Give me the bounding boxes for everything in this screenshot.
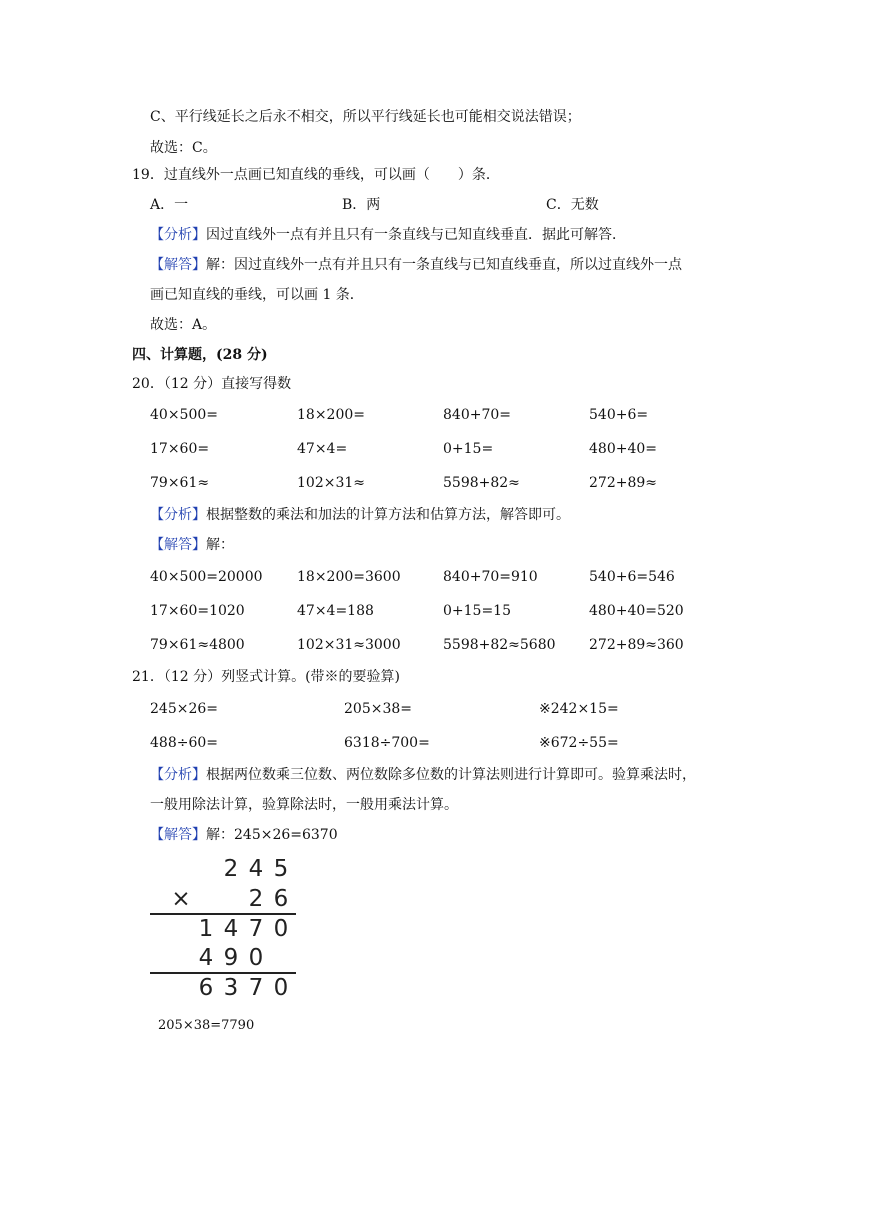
digit: 6 bbox=[198, 975, 214, 1001]
solution-19 bbox=[150, 255, 682, 275]
question-19: 19．过直线外一点画已知直线的垂线，可以画（ ）条． bbox=[132, 167, 500, 183]
divider-rule bbox=[150, 972, 296, 974]
digit: 3 bbox=[223, 975, 239, 1001]
q20-answer: 18×200=3600 bbox=[297, 569, 401, 585]
q20-answer: 0+15=15 bbox=[443, 603, 511, 619]
solution-text: 解：245×26=6370 bbox=[206, 827, 338, 843]
question-21: 21．（12 分）列竖式计算。(带※的要验算) bbox=[132, 669, 401, 685]
q20-problem: 79×61≈ bbox=[150, 475, 210, 491]
q20-answer: 40×500=20000 bbox=[150, 569, 263, 585]
digit: 0 bbox=[248, 945, 264, 971]
option-a: A．一 bbox=[150, 197, 189, 213]
digit: 2 bbox=[248, 886, 264, 912]
q20-problem: 840+70= bbox=[443, 407, 511, 423]
digit: 4 bbox=[223, 916, 239, 942]
q20-problem: 18×200= bbox=[297, 407, 365, 423]
q20-answer: 79×61≈4800 bbox=[150, 637, 245, 653]
digit: 9 bbox=[223, 945, 239, 971]
q20-answer: 840+70=910 bbox=[443, 569, 538, 585]
digit: 5 bbox=[273, 856, 289, 882]
analysis-text: 根据两位数乘三位数、两位数除多位数的计算法则进行计算即可。验算乘法时， bbox=[206, 767, 696, 783]
text-line: C、平行线延长之后永不相交，所以平行线延长也可能相交说法错误； bbox=[150, 109, 581, 125]
q20-answer: 47×4=188 bbox=[297, 603, 374, 619]
digit: 4 bbox=[198, 945, 214, 971]
solution-20 bbox=[150, 535, 234, 555]
analysis-19 bbox=[150, 225, 626, 245]
analysis-20 bbox=[150, 505, 570, 525]
digit: 1 bbox=[198, 916, 214, 942]
analysis-21-cont: 一般用除法计算，验算除法时，一般用乘法计算。 bbox=[150, 797, 458, 813]
option-b: B．两 bbox=[342, 197, 381, 213]
question-20: 20．（12 分）直接写得数 bbox=[132, 376, 292, 392]
divider-rule bbox=[150, 913, 296, 915]
q20-answer: 540+6=546 bbox=[589, 569, 675, 585]
q20-answer: 480+40=520 bbox=[589, 603, 684, 619]
digit: 0 bbox=[273, 916, 289, 942]
q20-problem: 102×31≈ bbox=[297, 475, 365, 491]
q20-problem: 40×500= bbox=[150, 407, 218, 423]
q21-problem: ※672÷55= bbox=[539, 735, 619, 751]
section-heading: 四、计算题，(28 分) bbox=[132, 347, 268, 363]
analysis-tag: 【分析】 bbox=[150, 227, 206, 243]
digit: 7 bbox=[248, 975, 264, 1001]
analysis-tag: 【分析】 bbox=[150, 507, 206, 523]
q20-problem: 272+89≈ bbox=[589, 475, 657, 491]
digit: 7 bbox=[248, 916, 264, 942]
analysis-21 bbox=[150, 765, 696, 785]
next-calculation: 205×38=7790 bbox=[158, 1018, 255, 1033]
digit: 6 bbox=[273, 886, 289, 912]
solution-tag: 【解答】 bbox=[150, 537, 206, 553]
q20-answer: 102×31≈3000 bbox=[297, 637, 401, 653]
solution-tag: 【解答】 bbox=[150, 257, 206, 273]
q21-problem: 205×38= bbox=[344, 701, 412, 717]
digit: 0 bbox=[273, 975, 289, 1001]
digit: 4 bbox=[248, 856, 264, 882]
answer-line: 故选：C。 bbox=[150, 140, 217, 156]
q21-problem: ※242×15= bbox=[539, 701, 619, 717]
option-c: C．无数 bbox=[546, 197, 599, 213]
q20-problem: 480+40= bbox=[589, 441, 657, 457]
solution-text: 解： bbox=[206, 537, 234, 553]
q20-answer: 17×60=1020 bbox=[150, 603, 245, 619]
q20-answer: 272+89≈360 bbox=[589, 637, 684, 653]
solution-19-cont: 画已知直线的垂线，可以画 1 条． bbox=[150, 287, 364, 303]
q21-problem: 245×26= bbox=[150, 701, 218, 717]
q20-problem: 0+15= bbox=[443, 441, 494, 457]
q21-problem: 488÷60= bbox=[150, 735, 218, 751]
digit: 2 bbox=[223, 856, 239, 882]
analysis-tag: 【分析】 bbox=[150, 767, 206, 783]
answer-19: 故选：A。 bbox=[150, 317, 217, 333]
q20-answer: 5598+82≈5680 bbox=[443, 637, 556, 653]
times-sign: × bbox=[171, 886, 191, 912]
solution-text: 解：因过直线外一点有并且只有一条直线与已知直线垂直，所以过直线外一点 bbox=[206, 257, 682, 273]
solution-21 bbox=[150, 825, 338, 845]
q20-problem: 540+6= bbox=[589, 407, 649, 423]
analysis-text: 因过直线外一点有并且只有一条直线与已知直线垂直．据此可解答． bbox=[206, 227, 626, 243]
solution-tag: 【解答】 bbox=[150, 827, 206, 843]
vertical-multiplication bbox=[150, 856, 300, 1006]
analysis-text: 根据整数的乘法和加法的计算方法和估算方法，解答即可。 bbox=[206, 507, 570, 523]
q20-problem: 47×4= bbox=[297, 441, 348, 457]
q20-problem: 17×60= bbox=[150, 441, 210, 457]
q21-problem: 6318÷700= bbox=[344, 735, 430, 751]
q20-problem: 5598+82≈ bbox=[443, 475, 520, 491]
